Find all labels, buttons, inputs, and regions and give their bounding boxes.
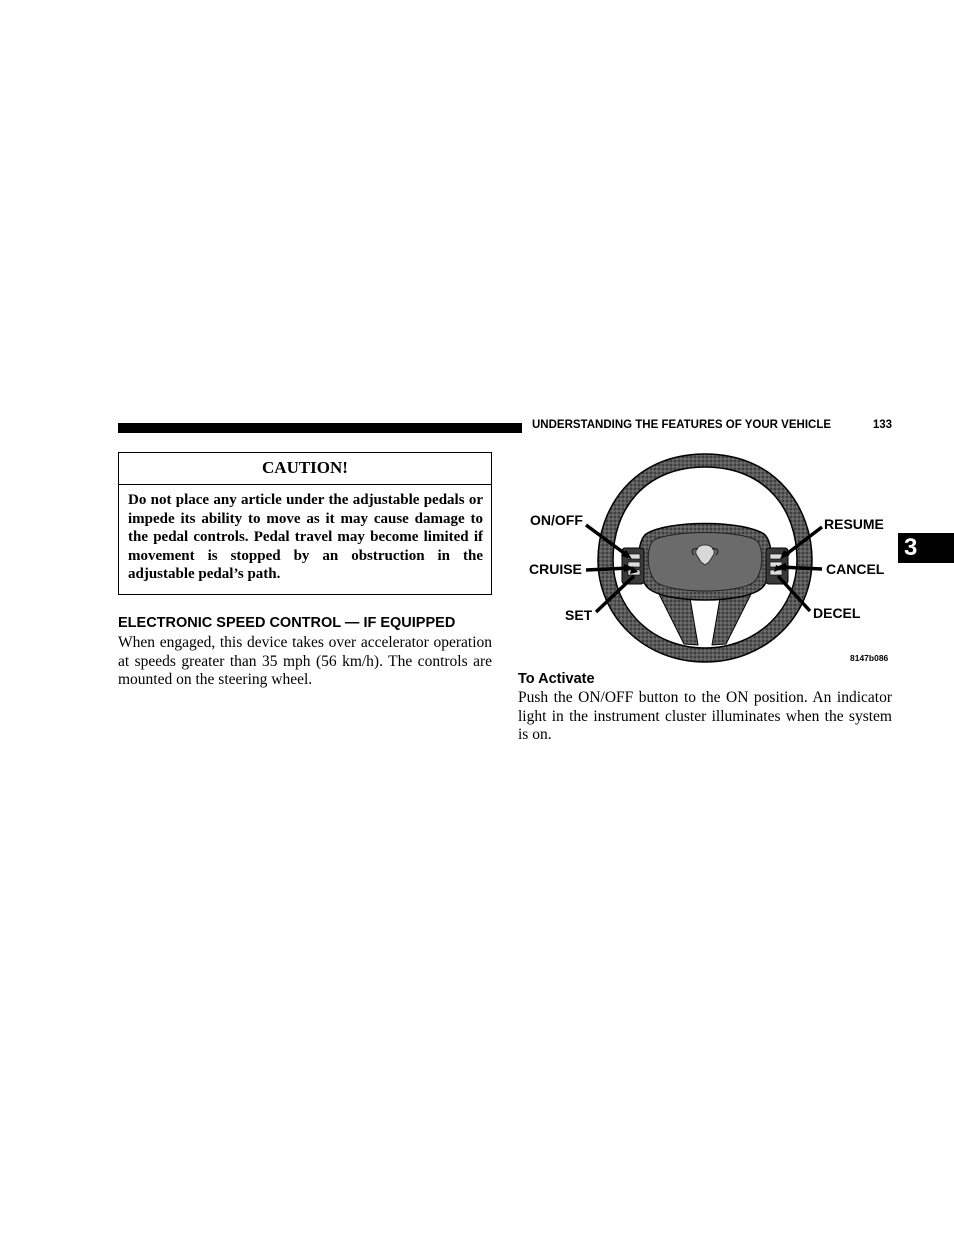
label-decel: DECEL [813, 605, 861, 621]
chapter-number: 3 [904, 534, 918, 561]
section-heading: ELECTRONIC SPEED CONTROL — IF EQUIPPED [118, 615, 456, 631]
label-resume: RESUME [824, 516, 884, 532]
label-cancel: CANCEL [826, 561, 885, 577]
figure-code: 8147b086 [850, 653, 889, 663]
caution-text: Do not place any article under the adjustable pedals or impede its ability to move as it may cause damage to the pedal controls. Pedal travel may become limited if movement is stopped by an obstruction in the adjustable pedal’s path. [128, 492, 483, 583]
activate-paragraph: Push the ON/OFF button to the ON position. An indicator light in the instrument cluster illuminates when the system is on. [518, 689, 892, 743]
chapter-tab [898, 533, 954, 563]
header-rule [118, 423, 522, 433]
label-cruise: CRUISE [529, 561, 582, 577]
page-number: 133 [872, 419, 892, 431]
running-header [532, 419, 892, 431]
label-set: SET [565, 607, 593, 623]
caution-title: CAUTION! [119, 453, 491, 485]
caution-box [118, 452, 492, 595]
subheading-to-activate: To Activate [518, 671, 595, 687]
steering-wheel-illustration [518, 448, 898, 666]
label-on-off: ON/OFF [530, 512, 583, 528]
header-section-title: UNDERSTANDING THE FEATURES OF YOUR VEHICLE [532, 419, 832, 431]
section-paragraph: When engaged, this device takes over accelerator operation at speeds greater than 35 mph (56 km/h). The controls are mounted on the steering wheel. [118, 634, 492, 688]
steering-wheel-figure [518, 448, 898, 666]
